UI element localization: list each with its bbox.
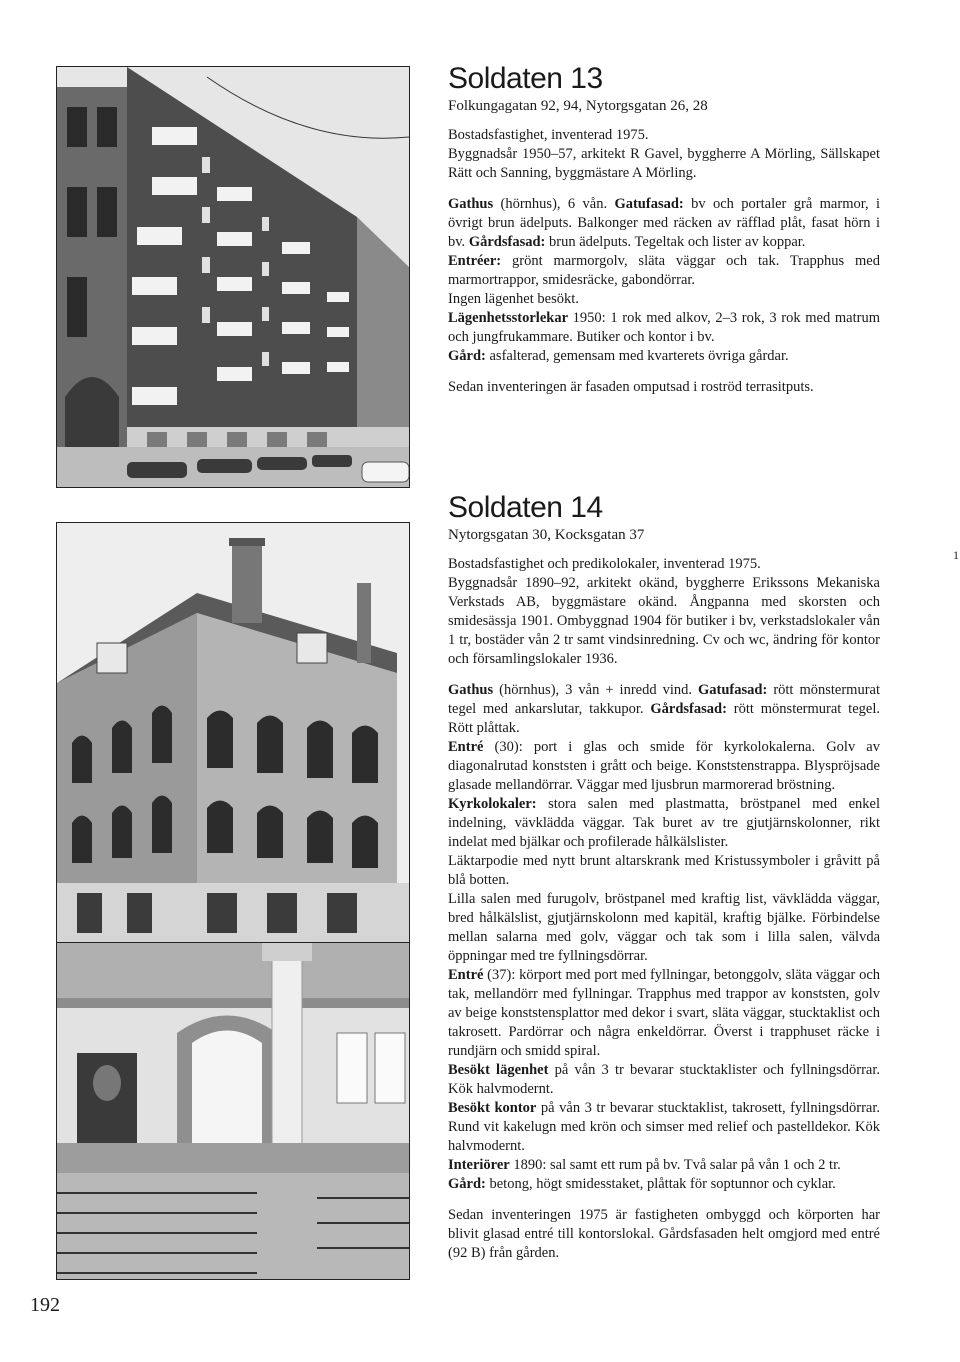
paragraph-text: Ingen lägenhet besökt. xyxy=(448,291,579,307)
entry-title: Soldaten 14 xyxy=(448,491,603,524)
entry-paragraph xyxy=(448,852,880,890)
entry-paragraph xyxy=(448,290,880,309)
paragraph-text: Bostadsfastighet och predikolokaler, inventerad 1975. xyxy=(448,556,761,572)
entry-paragraph xyxy=(448,145,880,183)
paragraph-label: Gårdsfasad: xyxy=(650,701,727,717)
paragraph-text: stora salen med plastmatta, bröstpanel med enkel indelning, vävklädda väggar. Tak buret av tre gjutjärnskolonner, rikt indelat med bjälkar och profilerade hålkälslister. xyxy=(448,796,880,850)
entry-paragraph xyxy=(448,1206,880,1263)
entry-soldaten-14 xyxy=(448,491,880,1263)
paragraph-text: brun ädelputs. Tegeltak och lister av koppar. xyxy=(545,234,806,250)
paragraph-text: (30): port i glas och smide för kyrkolokalerna. Golv av diagonalrutad konststen i grått och beige. Konststenstrappa. Blyspröjsade glasade mellandörrar. Väggar med ljusbrun marmorerad bröstning. xyxy=(448,739,880,793)
paragraph-text: asfalterad, gemensam med kvarterets övriga gårdar. xyxy=(485,348,789,364)
paragraph-label: Gård: xyxy=(448,1176,486,1192)
photo-soldaten-14-church-hall xyxy=(56,942,410,1280)
paragraph-label: Gathus xyxy=(448,196,494,212)
paragraph-text: (hörnhus), 6 vån. xyxy=(493,196,615,212)
paragraph-text: på vån 3 tr bevarar stucktaklister och fyllningsdörrar. Kök halvmodernt. xyxy=(448,1062,881,1097)
entry-paragraph xyxy=(448,1061,880,1099)
entry-paragraph xyxy=(448,681,880,738)
paragraph-text: bv och portaler grå marmor, i övrigt brun ädelputs. Balkonger med räcken av räfflad plåt, fasat hörn i bv. xyxy=(448,196,880,250)
paragraph-text: Läktarpodie med nytt brunt altarskrank med Kristussymboler i gråvitt på blå botten. xyxy=(448,853,880,888)
paragraph-label: Gatufasad: xyxy=(698,682,768,698)
paragraph-text: (hörnhus), 3 vån + inredd vind. xyxy=(493,682,699,698)
entry-paragraph xyxy=(448,555,880,574)
entry-paragraph xyxy=(448,795,880,852)
paragraph-text: Lilla salen med furugolv, bröstpanel med kraftig list, vävklädda väggar, bred hålkälslist, gjutjärnskolonn med kapitäl, kraftig bjälke. Förbindelse mellan salarna med golv, väggar och tak som i lilla salen, välvda öppningar med tre fyllningsdörrar. xyxy=(448,891,880,964)
entry-paragraph xyxy=(448,574,880,669)
paragraph-text: på vån 3 tr bevarar stucktaklist, takrosett, fyllningsdörrar. Rund vit kakelugn med krön och simser med relief och pastelldekor. Kök halvmodernt. xyxy=(448,1100,880,1154)
paragraph-text: rött mönstermurat tegel med ankarslutar, takkupor. xyxy=(448,682,880,717)
photo-soldaten-13-facade xyxy=(56,66,410,488)
paragraph-label: Gård: xyxy=(448,348,486,364)
paragraph-label: Gatufasad: xyxy=(614,196,684,212)
entry-paragraph xyxy=(448,126,880,145)
paragraph-text: betong, högt smidesstaket, plåttak för soptunnor och cyklar. xyxy=(485,1176,836,1192)
entry-paragraph xyxy=(448,1156,880,1175)
entry-address: Nytorgsgatan 30, Kocksgatan 37 xyxy=(448,527,645,543)
entry-body xyxy=(448,126,880,397)
entry-paragraph xyxy=(448,252,880,290)
paragraph-label: Gathus xyxy=(448,682,494,698)
paragraph-text: Byggnadsår 1890–92, arkitekt okänd, byggherre Erikssons Mekaniska Verkstads AB, byggmästare okänd. Ångpanna med skorsten och smidesässja 1901. Ombyggnad 1904 för butiker i bv, verkstadslokaler vån 1 tr, bostäder vån 2 tr samt vindsinredning. Cv och wc, ändring för kontor och församlingslokaler 1936. xyxy=(448,575,880,667)
paragraph-label: Entréer: xyxy=(448,253,502,269)
paragraph-text: rött mönstermurat tegel. Rött plåttak. xyxy=(448,701,880,736)
paragraph-label: Kyrkolokaler: xyxy=(448,796,537,812)
entry-paragraph xyxy=(448,890,880,966)
margin-mark: 1 xyxy=(953,548,959,562)
paragraph-text: 1890: sal samt ett rum på bv. Två salar på vån 1 och 2 tr. xyxy=(509,1157,841,1173)
entry-address: Folkungagatan 92, 94, Nytorgsgatan 26, 28 xyxy=(448,98,708,114)
entry-paragraph xyxy=(448,966,880,1061)
paragraph-label: Gårdsfasad: xyxy=(468,234,546,250)
paragraph-text: (37): körport med port med fyllningar, betonggolv, släta väggar och tak, mellandörr med fyllningar. Trapphus med trappor av konststen, golv av beige konststensplattor med dekor i svart, släta väggar, stucktaklist och takrosett. Pardörrar och några enkeldörrar. Överst i trapphuset räcke i rundjärn och smidd spiral. xyxy=(448,967,880,1059)
paragraph-label: Interiörer xyxy=(448,1157,510,1173)
paragraph-text: Byggnadsår 1950–57, arkitekt R Gavel, byggherre A Mörling, Sällskapet Rätt och Sanning, byggmästare A Mörling. xyxy=(448,146,880,181)
paragraph-text: 1950: 1 rok med alkov, 2–3 rok, 3 rok med matrum och jungfrukammare. Butiker och kontor i bv. xyxy=(448,310,880,345)
entry-soldaten-13 xyxy=(448,62,880,397)
photo-soldaten-14-facade xyxy=(56,522,410,944)
paragraph-label: Besökt lägenhet xyxy=(448,1062,549,1078)
entry-paragraph xyxy=(448,738,880,795)
entry-paragraph xyxy=(448,378,880,397)
paragraph-label: Entré xyxy=(448,967,484,983)
entry-body xyxy=(448,555,880,1263)
paragraph-label: Besökt kontor xyxy=(448,1100,537,1116)
paragraph-text: grönt marmorgolv, släta väggar och tak. Trapphus med marmortrappor, smidesräcke, gabondörrar. xyxy=(448,253,880,288)
paragraph-text: Sedan inventeringen är fasaden omputsad i roströd terrasitputs. xyxy=(448,379,814,395)
entry-title: Soldaten 13 xyxy=(448,62,603,95)
paragraph-label: Entré xyxy=(448,739,484,755)
paragraph-text: Bostadsfastighet, inventerad 1975. xyxy=(448,127,649,143)
paragraph-text: Sedan inventeringen 1975 är fastigheten ombyggd och körporten har blivit glasad entré till kontorslokal. Gårdsfasaden helt omgjord med entré (92 B) från gården. xyxy=(448,1207,880,1261)
page-number: 192 xyxy=(30,1294,60,1316)
entry-paragraph xyxy=(448,195,880,252)
entry-paragraph xyxy=(448,1099,880,1156)
entry-paragraph xyxy=(448,347,880,366)
paragraph-label: Lägenhetsstorlekar xyxy=(448,310,569,326)
entry-paragraph xyxy=(448,1175,880,1194)
entry-paragraph xyxy=(448,309,880,347)
